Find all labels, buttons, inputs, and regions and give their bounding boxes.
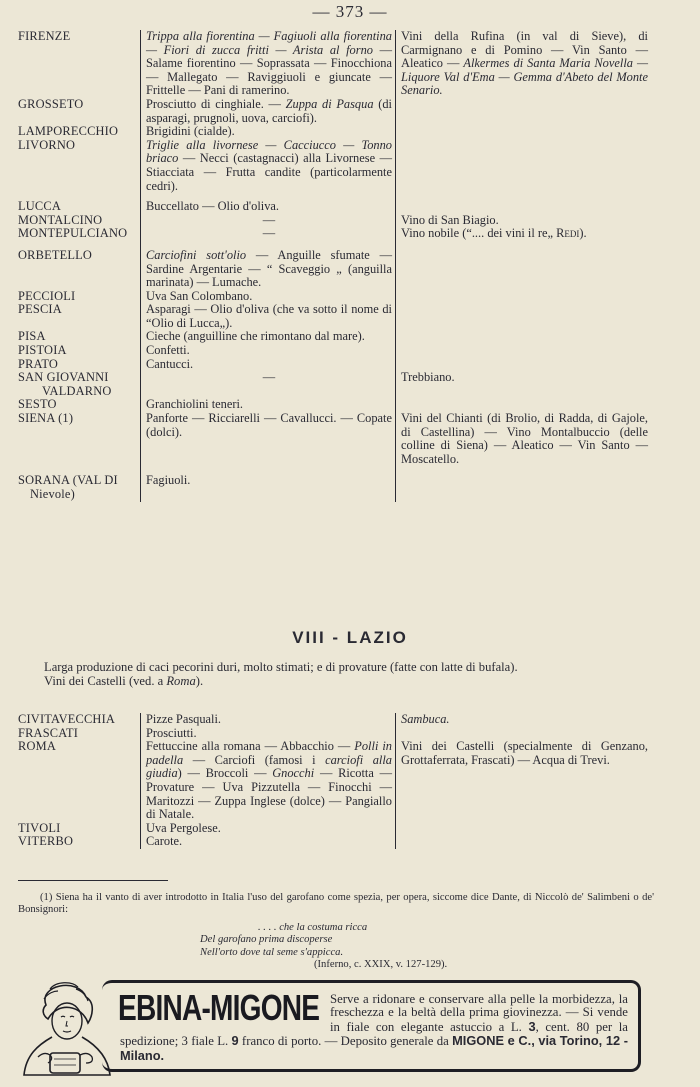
place-name: PISA xyxy=(18,329,46,344)
table-row xyxy=(18,727,648,741)
place-name: VITERBO xyxy=(18,834,74,849)
place-name: TIVOLI xyxy=(18,820,61,835)
table-row xyxy=(18,30,648,98)
table-row xyxy=(18,835,648,849)
foods-cell: Confetti. xyxy=(140,344,396,358)
place-name: PRATO xyxy=(18,356,59,371)
table-row xyxy=(18,290,648,304)
foods-cell: Buccellato — Olio d'oliva. xyxy=(140,200,396,214)
place-name: ROMA xyxy=(18,739,56,754)
place-name: LIVORNO xyxy=(18,137,76,152)
place-name: SIENA (1) xyxy=(18,411,74,426)
foods-cell: Cieche (anguilline che rimontano dal mare). xyxy=(140,330,396,344)
table-row xyxy=(18,303,648,330)
wines-text: Vini della Rufina (in val di Sieve), di Carmignano e di Pomino — Vin Santo — Aleatico — xyxy=(401,29,648,71)
place-name: CIVITAVECCHIA xyxy=(18,712,116,726)
foods-cell: Panforte — Ricciarelli — Cavallucci. — Copate (dolci). xyxy=(140,412,396,466)
place-name xyxy=(18,371,140,398)
wines-italic: Alkermes di Santa Maria Novella — Liquore Val d'Ema — Gemma d'Abeto del Monte Senario. xyxy=(401,56,648,98)
lazio-intro xyxy=(18,660,654,688)
table-row xyxy=(18,822,648,836)
foods-cell xyxy=(140,30,396,98)
footnote-text: (1) Siena ha il vanto di aver introdotto in Italia l'uso del garofano come spezia, per opera, siccome dice Dante, di Niccolò de' Salimbeni o de' Bonsignori: xyxy=(18,892,654,916)
wines-cell xyxy=(396,398,648,412)
place-name: FRASCATI xyxy=(18,725,79,740)
table-row xyxy=(18,249,648,290)
place-name: PESCIA xyxy=(18,302,62,317)
place-name-line: SORANA (VAL DI xyxy=(18,473,118,488)
foods-text: — Salame fiorentino — Soprassata — Finocchiona — Mallegato — Raviggiuoli e giuncate — Frittelle — Pani di ramerino. xyxy=(146,42,392,98)
wines-cell: Trebbiano. xyxy=(401,370,455,385)
intro-paragraph: Larga produzione di caci pecorini duri, molto stimati; e di provature (fatte con latte di bufala). xyxy=(44,660,518,674)
table-row xyxy=(18,713,648,727)
foods-text: Prosciutto di cinghiale. — xyxy=(146,96,286,111)
lazio-table xyxy=(18,713,648,849)
author-name: Redi xyxy=(556,226,580,241)
footnote xyxy=(18,892,654,917)
place-name-line: SAN GIOVANNI xyxy=(18,370,109,385)
foods-cell: — xyxy=(140,371,396,398)
wines-cell: Vini dei Castelli (specialmente di Genzano, Grottaferrata, Frascati) — Acqua di Trevi. xyxy=(401,739,648,767)
foods-italic: Zuppa di Pasqua xyxy=(285,96,374,111)
intro-paragraph: Vini dei Castelli (ved. a Roma). xyxy=(44,674,204,689)
foods-cell xyxy=(140,139,396,193)
table-row xyxy=(18,214,648,228)
wines-cell xyxy=(396,139,648,193)
wines-cell xyxy=(396,98,648,125)
foods-cell: Uva Pergolese. xyxy=(140,822,396,836)
wines-cell xyxy=(396,200,648,214)
section-title: VIII - LAZIO xyxy=(292,628,408,647)
place-name xyxy=(18,474,140,501)
place-name: GROSSETO xyxy=(18,96,84,111)
place-name: SESTO xyxy=(18,397,57,412)
footnote-rule xyxy=(18,880,168,881)
place-name: LAMPORECCHIO xyxy=(18,124,119,139)
foods-cell: Prosciutti. xyxy=(140,727,396,741)
place-name-line: Nievole) xyxy=(30,487,75,501)
wines-cell xyxy=(396,835,648,849)
table-row xyxy=(18,474,648,501)
foods-italic: Trippa alla fiorentina — Fagiuoli alla fiorentina — Fiori di zucca fritti — Arista al forno xyxy=(146,29,392,57)
place-name: MONTEPULCIANO xyxy=(18,226,128,241)
foods-cell: Granchiolini teneri. xyxy=(140,398,396,412)
foods-cell: Fagiuoli. xyxy=(140,474,396,501)
verse-line: Del garofano prima discoperse xyxy=(200,934,333,946)
wines-cell xyxy=(396,330,648,344)
woman-portrait-illustration xyxy=(18,975,114,1079)
table-row xyxy=(18,398,648,412)
place-name: LUCCA xyxy=(18,199,61,214)
wines-cell xyxy=(396,358,648,372)
wines-cell xyxy=(396,727,648,741)
foods-cell: Uva San Colombano. xyxy=(140,290,396,304)
place-name: ORBETELLO xyxy=(18,247,93,262)
place-name: FIRENZE xyxy=(18,29,71,43)
wines-cell xyxy=(396,344,648,358)
foods-cell xyxy=(140,98,396,125)
advertisement xyxy=(18,975,666,1079)
verse-line: . . . . che la costuma ricca xyxy=(258,922,368,933)
table-row xyxy=(18,412,648,466)
table-row xyxy=(18,125,648,139)
table-row xyxy=(18,139,648,193)
table-row xyxy=(18,227,648,241)
foods-cell: — xyxy=(140,227,396,241)
ad-company: MIGONE e C., via Torino, 12 - Milano. xyxy=(120,1033,628,1063)
wines-cell: Vino di San Biagio. xyxy=(401,212,499,227)
foods-cell: — xyxy=(140,214,396,228)
page-number: — 373 — xyxy=(312,2,388,21)
foods-cell: Asparagi — Olio d'oliva (che va sotto il nome di “Olio di Lucca„). xyxy=(140,303,396,330)
foods-cell: Pizze Pasquali. xyxy=(140,713,396,727)
table-row xyxy=(18,371,648,398)
wines-text: Vino nobile (“.... dei vini il re„ xyxy=(401,226,557,241)
toscana-table xyxy=(18,30,648,502)
foods-text: (di asparagi, prugnoli, uova, carciofi). xyxy=(146,96,393,125)
wines-cell xyxy=(396,125,648,139)
foods-cell: Carote. xyxy=(140,835,396,849)
ad-text: Serve a ridonare e conservare alla pelle la morbidezza, la freschezza e la beltà della prima giovinezza. — Si vende in fiale con elegante astuccio a L. 3, cent. 80 per la spedizione; 3 fiale L. 9 franco di porto. — Deposito generale da MIGONE e C., via Torino, 12 - Milano. xyxy=(120,992,628,1063)
table-row xyxy=(18,98,648,125)
verse-line: Nell'orto dove tal seme s'appicca. xyxy=(200,946,344,958)
foods-cell: Fettuccine alla romana — Abbacchio — Polli in padella — Carciofi (famosi i carciofi alla giudia) — Broccoli — Gnocchi — Ricotta — Provature — Uva Pizzutella — Finocchi — Maritozzi — Zuppa Inglese (dolce) — Pangiallo di Natale. xyxy=(140,740,396,822)
wines-cell xyxy=(396,249,648,290)
wines-cell xyxy=(396,30,648,98)
foods-text: — Anguille sfumate — Sardine Argentarie — “ Scaveggio „ (anguilla marinata) — Lumache. xyxy=(146,247,392,290)
foods-cell: Brigidini (cialde). xyxy=(140,125,396,139)
wines-cell xyxy=(396,822,648,836)
wines-cell xyxy=(396,290,648,304)
wines-cell: Sambuca. xyxy=(401,712,450,726)
verse-citation: (Inferno, c. XXIX, v. 127-129). xyxy=(314,959,448,971)
wines-cell xyxy=(396,474,648,501)
table-row xyxy=(18,358,648,372)
place-name: PISTOIA xyxy=(18,343,67,358)
table-row xyxy=(18,200,648,214)
table-row xyxy=(18,344,648,358)
place-name: MONTALCINO xyxy=(18,212,103,227)
foods-cell: Cantucci. xyxy=(140,358,396,372)
foods-italic: Carciofini sott'olio xyxy=(146,247,247,262)
table-row xyxy=(18,740,648,822)
table-row xyxy=(18,330,648,344)
wines-cell: Vini del Chianti (di Brolio, di Radda, di Gajole, di Castellina) — Vino Montalbuccio (delle colline di Siena) — Aleatico — Vin Santo — Moscatello. xyxy=(401,411,648,466)
ad-brand-name: EBINA-MIGONE xyxy=(118,987,320,1028)
table-row-spacer xyxy=(18,193,648,200)
foods-italic: Triglie alla livornese — Cacciucco — Tonno briaco xyxy=(146,137,392,166)
place-name-line: VALDARNO xyxy=(42,383,112,398)
dante-verse xyxy=(200,922,447,972)
place-name: PECCIOLI xyxy=(18,288,76,303)
foods-cell xyxy=(140,249,396,290)
wines-cell xyxy=(396,227,648,241)
wines-cell xyxy=(396,303,648,330)
wines-text: ). xyxy=(579,226,587,241)
foods-text: — Necci (castagnacci) alla Livornese — Stiacciata — Frutta candite (particolarmente cedri). xyxy=(146,151,392,193)
